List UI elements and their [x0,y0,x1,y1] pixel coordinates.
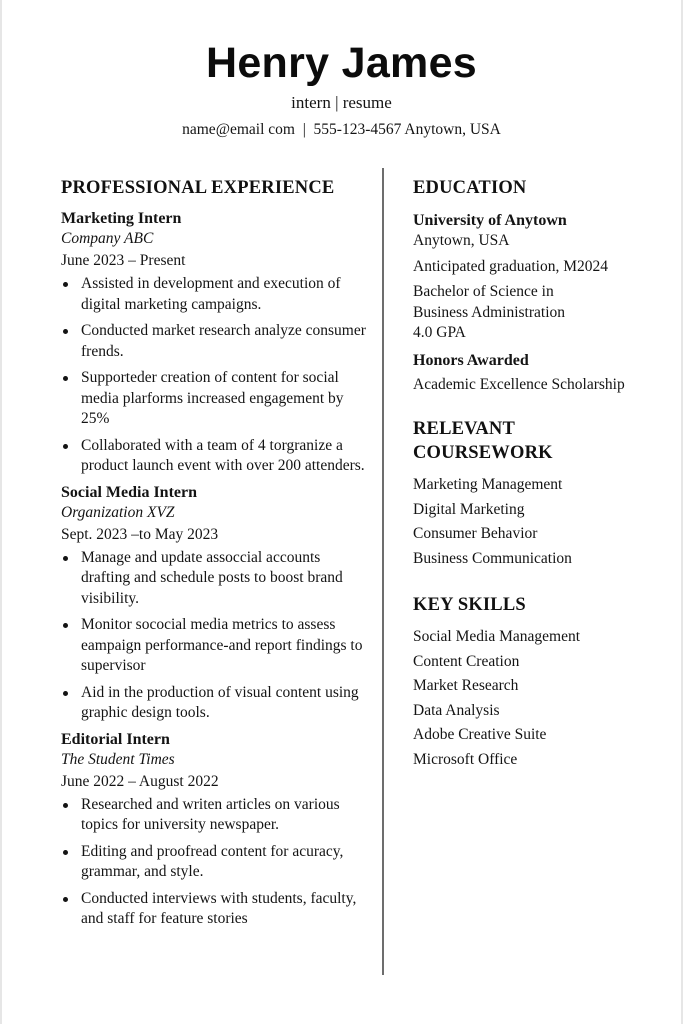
graduation-date: Anticipated graduation, M2024 [413,257,608,275]
job-title: Social Media Intern [61,483,197,501]
job-entry [61,483,371,724]
bullet-item [61,368,371,430]
bullet-text: Conducted market research analyze consumer frends. [81,322,366,360]
bullet-text: Manage and update assoccial accounts drafting and schedule posts to boost brand visibility. [81,548,343,607]
bullet-item [61,889,371,930]
bullet-item [61,615,371,677]
job-title: Marketing Intern [61,210,182,227]
coursework-item: Consumer Behavior [413,525,538,542]
coursework-heading-line-1: RELEVANT [413,419,516,439]
bullet-item [61,842,371,883]
bullet-icon [63,623,68,628]
skill-item: Adobe Creative Suite [413,726,547,743]
job-bullets [61,274,371,477]
bullet-text: Conducted interviews with students, faculty, and staff for feature stories [81,889,357,927]
bullet-icon [63,691,68,696]
bullet-icon [63,850,68,855]
coursework-heading-line-2: COURSEWORK [413,443,553,463]
education-heading: EDUCATION [413,178,527,198]
experience-column [61,176,371,936]
job-entry [61,209,371,477]
bullet-item [61,321,371,362]
skill-item: Social Media Management [413,628,581,645]
bullet-icon [63,282,68,287]
skill-item: Content Creation [413,652,520,670]
bullet-item [61,274,371,315]
bullet-text: Assisted in development and execution of digital marketing campaigns. [81,275,341,313]
column-divider [382,168,384,975]
bullet-icon [63,556,68,561]
bullet-icon [63,376,68,381]
job-dates: June 2023 – Present [61,252,186,269]
job-title: Editorial Intern [61,730,170,748]
job-organization: The Student Times [61,750,175,768]
contact-line: name@email com | 555-123-4567 Anytown, USA [182,121,501,138]
resume-subtitle: intern | resume [291,93,392,112]
experience-heading: PROFESSIONAL EXPERIENCE [61,178,335,198]
bullet-text: Aid in the production of visual content using graphic design tools. [81,683,359,721]
bullet-icon [63,329,68,334]
bullet-text: Researched and writen articles on various topics for university newspaper. [81,795,340,833]
honors-heading: Honors Awarded [413,351,529,369]
education-section [413,176,673,395]
skill-item: Market Research [413,677,519,694]
bullet-item [61,795,371,836]
job-entry [61,730,371,930]
school-location: Anytown, USA [413,232,510,249]
bullet-icon [63,803,68,808]
skills-section [413,593,673,772]
page-edge-left [0,0,2,1024]
skill-item: Data Analysis [413,701,500,719]
job-organization: Company ABC [61,230,154,247]
school-name: University of Anytown [413,212,567,229]
coursework-item: Marketing Management [413,476,563,493]
sidebar-column [413,176,673,772]
job-dates: June 2022 – August 2022 [61,772,219,790]
resume-header [0,38,683,140]
honors-item: Academic Excellence Scholarship [413,375,625,393]
bullet-text: Collaborated with a team of 4 torgranize a product launch event with over 200 attenders. [81,436,365,474]
gpa: 4.0 GPA [413,324,466,341]
degree-line-2: Business Administration [413,303,565,321]
skills-list [413,625,673,772]
job-dates: Sept. 2023 –to May 2023 [61,525,219,543]
job-bullets [61,795,371,930]
bullet-text: Monitor sococial media metrics to assess eampaign performance-and report findings to supervisor [81,616,363,674]
coursework-item: Business Communication [413,549,572,567]
bullet-item [61,683,371,724]
candidate-name: Henry James [205,39,478,87]
bullet-text: Editing and proofread content for acuracy, grammar, and style. [81,842,344,880]
bullet-icon [63,444,68,449]
bullet-icon [63,897,68,902]
degree-line-1: Bachelor of Science in [413,283,554,300]
coursework-item: Digital Marketing [413,500,525,518]
bullet-item [61,548,371,610]
bullet-text: Supporteder creation of content for social media plarforms increased engagement by 25% [81,369,344,427]
job-organization: Organization XVZ [61,503,175,521]
bullet-item [61,436,371,477]
skill-item: Microsoft Office [413,750,518,768]
job-bullets [61,548,371,724]
coursework-section [413,417,673,571]
skills-heading: KEY SKILLS [413,595,526,615]
coursework-list [413,473,673,571]
